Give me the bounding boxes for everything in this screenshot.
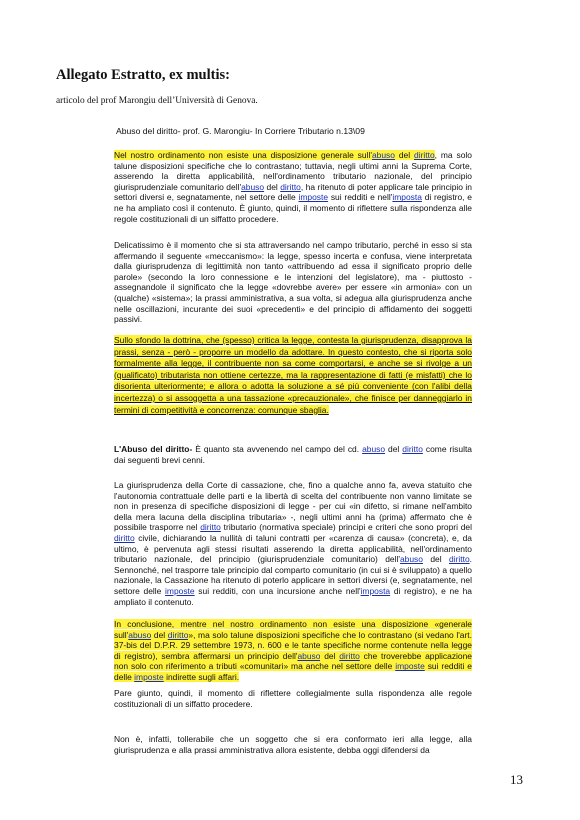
paragraph-3 (114, 335, 472, 416)
link-diritto[interactable]: diritto (402, 444, 423, 454)
link-diritto[interactable]: diritto (449, 554, 470, 565)
link-abuso[interactable]: abuso (241, 181, 265, 192)
paragraph-1: Nel nostro ordinamento non esiste una disposizione generale sull'abuso del diritto, ma solo talune disposizioni specifiche che lo contrastano; tuttavia, negli ultimi anni la Suprema Corte, asserendo la diretta applicabilità, nell'ordinamento tributario nazionale, del principio giurisprudenziale comunitario dell'abuso del diritto, ha ritenuto di poter applicare tale principio in settori diversi e, segnatamente, nel settore delle imposte sui redditi e nell'imposta di registro, e ne ha ampliato così il contenuto. È giunto, quindi, il momento di riflettere sulla rispondenza alle regole costituzionali di un siffatto procedere. (114, 150, 472, 224)
paragraph-2: Delicatissimo è il momento che si sta attraversando nel campo tributario, perché in esso si sta affermando il seguente «meccanismo»: la legge, spesso incerta e confusa, viene interpretata dalla giurisprudenza di legittimità non tanto «attribuendo ad essa il significato proprio delle parole» (secondo la loro connessione e le intenzioni del legislatore), ma - piuttosto - assegnandole il significato che la legge «dovrebbe avere» per essere «in armonia» con un (qualche) «sistema»; la prassi amministrativa, a sua volta, si adegua alla giurisprudenza anche nelle oscillazioni, incurante dei suoi «precedenti» e del principio di affidamento dei soggetti passivi. (114, 240, 472, 325)
link-diritto[interactable]: diritto (167, 629, 189, 640)
link-diritto[interactable]: diritto (280, 181, 301, 192)
p1-highlighted-phrase: Nel nostro ordinamento non esiste una disposizione generale sull' (114, 150, 372, 160)
link-abuso[interactable]: abuso (362, 444, 386, 454)
link-imposte[interactable]: imposte (395, 661, 425, 672)
link-abuso[interactable]: abuso (371, 150, 395, 160)
page-number: 13 (510, 772, 523, 787)
link-diritto[interactable]: diritto (114, 532, 135, 543)
link-imposte[interactable]: imposte (298, 192, 329, 203)
link-imposta[interactable]: imposta (392, 192, 422, 203)
section-heading: L'Abuso del diritto- (114, 444, 193, 454)
paragraph-7: Pare giunto, quindi, il momento di riflettere collegialmente sulla rispondenza alle regole costituzionali di un siffatto procedere. (114, 688, 472, 709)
paragraph-6: In conclusione, mentre nel nostro ordinamento non esiste una disposizione «generale sull'abuso del diritto», ma solo talune disposizioni specifiche che lo contrastano (si vedano l'art. 37-bis del D.P.R. 29 settembre 1973, n. 600 e le tante specifiche norme contenute nella legge di registro), sembra affermarsi un principio dell'abuso del diritto che troverebbe applicazione non solo con riferimento a tributi «comunitari» ma anche nel settore delle imposte sui redditi e delle imposte indirette sugli affari. (114, 619, 472, 682)
document-title: Allegato Estratto, ex multis: (56, 67, 230, 83)
link-abuso[interactable]: abuso (399, 554, 423, 565)
paragraph-5: La giurisprudenza della Corte di cassazione, che, fino a qualche anno fa, aveva statuito che l'autonomia contrattuale delle parti e la libertà di scelta del contribuente non vanno limitate se non in presenza di specifiche disposizioni di legge - per cui «in difetto, si rimane nell'ambito della mera lacuna della disciplina tributaria» -, negli ultimi anni ha (prima) affermato che è possibile trasporre nel diritto tributario (normativa speciale) principi e criteri che sono propri del diritto civile, dichiarando la nullità di taluni contratti per «carenza di causa» (concreta), e, da ultimo, è pervenuta agli stessi risultati asserendo la diretta applicabilità, nell'ordinamento tributario nazionale, del principio (giurisprudenziale comunitario) dell'abuso del diritto. Sennonché, nel trasporre tale principio dal comparto comunitario (in cui si è sviluppato) a quello nazionale, la Cassazione ha ritenuto di poterlo applicare in settori diversi (e, segnatamente, nel settore delle imposte sui redditi, con una incursione anche nell'imposta di registro), e ne ha ampliato il contenuto. (114, 480, 473, 607)
link-imposta[interactable]: imposta (360, 585, 391, 596)
paragraph-8: Non è, infatti, tollerabile che un soggetto che si era conformato ieri alla legge, alla giurisprudenza e alla prassi amministrativa allora esistente, debba oggi difendersi da (114, 734, 472, 755)
link-imposte[interactable]: imposte (134, 671, 164, 682)
link-abuso[interactable]: abuso (297, 650, 321, 661)
link-diritto[interactable]: diritto (414, 150, 435, 160)
link-abuso[interactable]: abuso (128, 629, 152, 640)
link-diritto[interactable]: diritto (339, 650, 360, 661)
link-imposte[interactable]: imposte (165, 585, 195, 596)
link-diritto[interactable]: diritto (200, 522, 221, 533)
paragraph-4: L'Abuso del diritto- È quanto sta avvenendo nel campo del cd. abuso del diritto come risulta dai seguenti brevi cenni. (114, 444, 472, 465)
document-subtitle: articolo del prof Marongiu dell’Università di Genova. (56, 96, 258, 106)
article-reference: Abuso del diritto- prof. G. Marongiu- In Corriere Tributario n.13\09 (116, 126, 365, 136)
p3-highlighted-text: Sullo sfondo la dottrina, che (spesso) critica la legge, contesta la giurisprudenza, disapprova la prassi, senza - però - proporre un modello da adottare. In questo contesto, che si riporta solo formalmente alla legge, il contribuente non sa come comportarsi, e anche se si rivolge a un (qualificato) tributarista non ottiene certezze, ma la rappresentazione di fatti (e misfatti) che lo disorienta ulteriormente; e allora o adotta la soluzione a sé più conveniente (con l'alibi della incertezza) o si assoggetta a una tassazione «precauzionale», che finisce per danneggiarlo in termini di competitività e concorrenza: comunque sbaglia. (114, 335, 472, 415)
